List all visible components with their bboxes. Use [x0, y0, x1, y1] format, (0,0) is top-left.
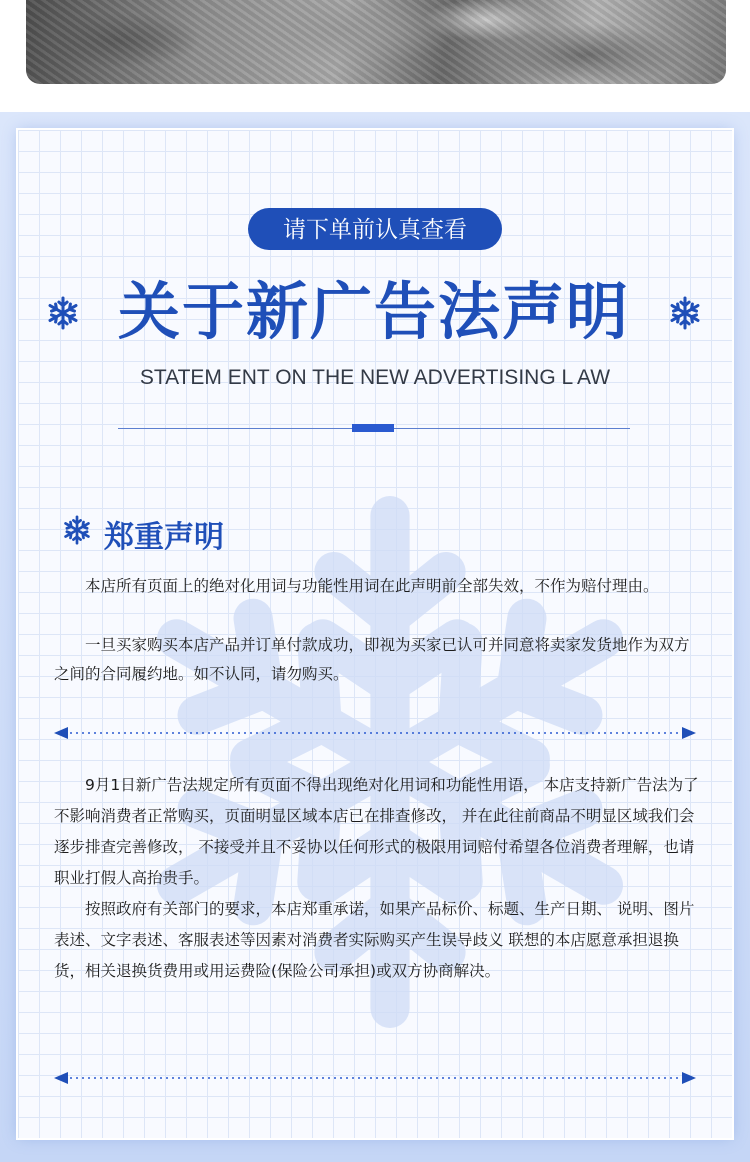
notice-paragraph: 9月1日新广告法规定所有页面不得出现绝对化用词和功能性用语， 本店支持新广告法为了不影响消费者正常购买，页面明显区域本店已在排查修改， 并在此往前商品不明显区域我们会逐步排查完善修改， 不接受并且不妥协以任何形式的极限用词赔付希望各位消费者理解，也请职业打假人高抬贵手。	[54, 776, 699, 887]
dotted-separator	[54, 726, 696, 740]
product-photo	[26, 0, 726, 84]
statement-paragraph: 本店所有页面上的绝对化用词与功能性用词在此声明前全部失效，不作为赔付理由。	[85, 577, 659, 595]
section-heading: 郑重声明	[104, 520, 224, 555]
notice-banner: 请下单前认真查看	[248, 208, 502, 250]
arrow-right-icon	[682, 1072, 696, 1084]
statement-paragraph: 一旦买家购买本店产品并订单付款成功，即视为买家已认可并同意将卖家发货地作为双方之间的合同履约地。如不认同，请勿购买。	[54, 636, 690, 683]
snowflake-icon	[62, 515, 92, 545]
notice-paragraph: 按照政府有关部门的要求，本店郑重承诺，如果产品标价、标题、生产日期、 说明、图片表述、文字表述、客服表述等因素对消费者实际购买产生误导歧义 联想的本店愿意承担退换货，相关退换货费用或用运费险(保险公司承担)或双方协商解决。	[54, 900, 695, 980]
arrow-right-icon	[682, 727, 696, 739]
arrow-left-icon	[54, 727, 68, 739]
statement-panel	[18, 130, 732, 1138]
snowflake-icon	[46, 296, 80, 330]
dotted-separator	[54, 1071, 696, 1085]
page-subtitle: STATEM ENT ON THE NEW ADVERTISING L AW	[139, 366, 611, 389]
page-title: 关于新广告法声明	[117, 275, 630, 348]
snowflake-icon	[668, 296, 702, 330]
divider-mark	[352, 424, 394, 432]
arrow-left-icon	[54, 1072, 68, 1084]
